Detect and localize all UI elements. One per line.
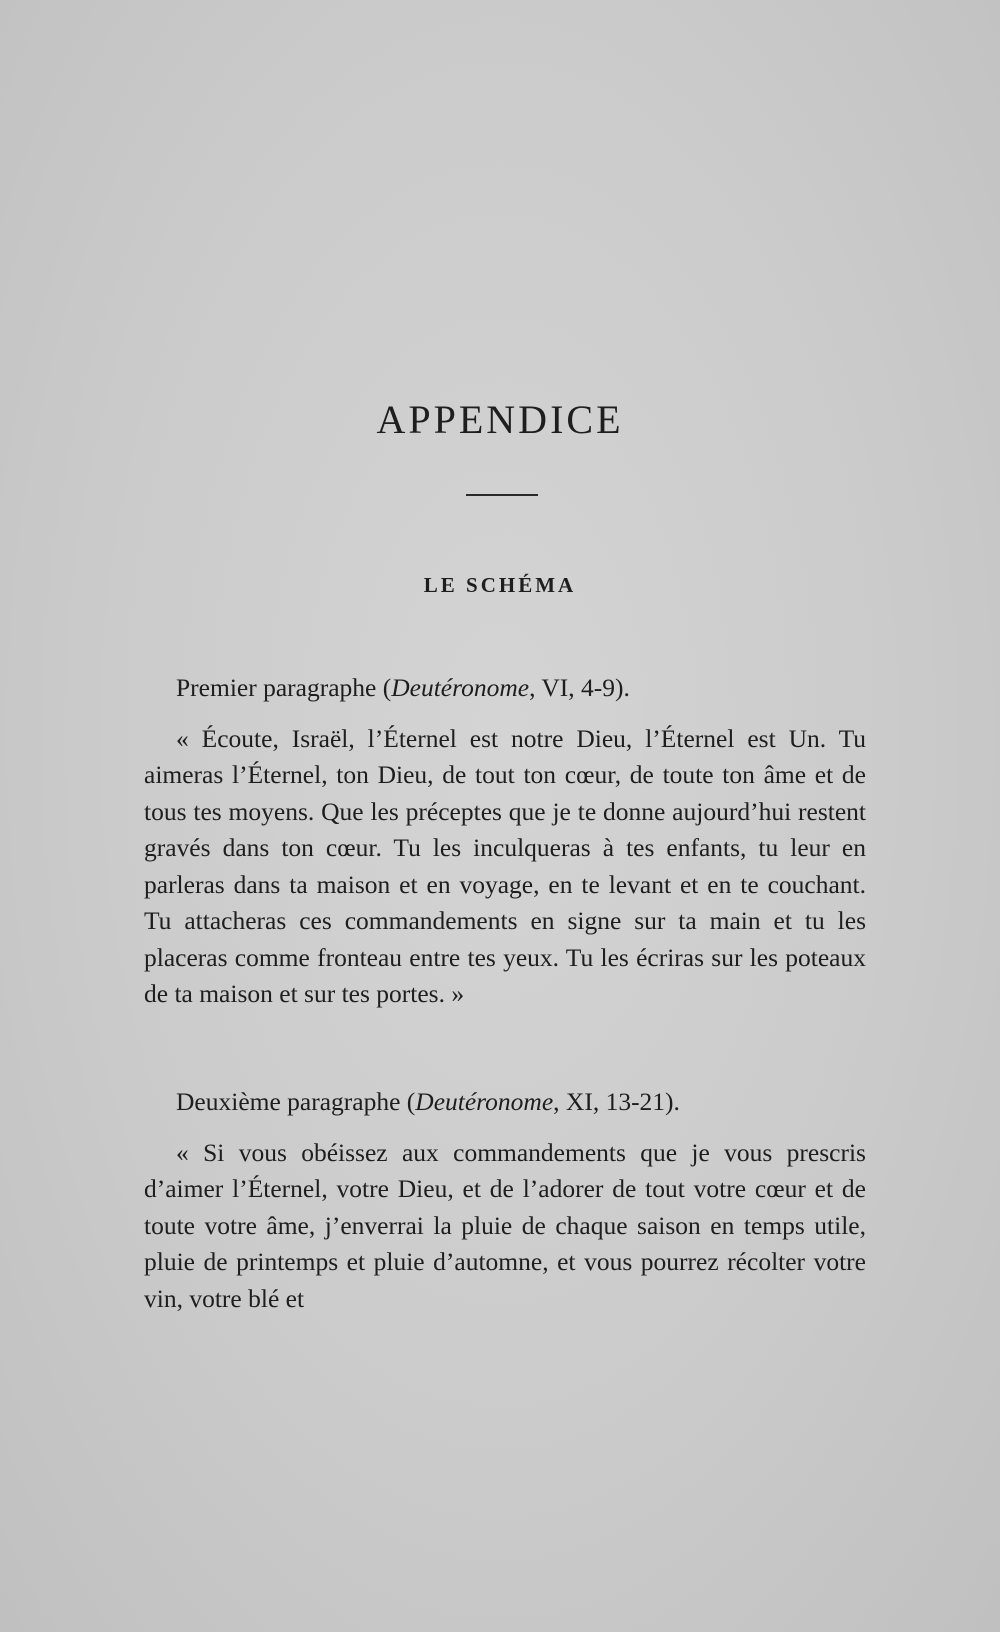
- paragraph-1-heading: [144, 670, 866, 707]
- paragraph-2-heading-suffix: , XI, 13-21).: [553, 1087, 680, 1116]
- paragraph-2: [144, 1084, 866, 1317]
- paragraph-1-heading-prefix: Premier paragraphe (: [176, 673, 392, 702]
- spacer: [144, 1121, 866, 1135]
- paragraph-2-heading: [144, 1084, 866, 1121]
- paragraph-1-heading-ref: Deutéronome: [391, 673, 530, 702]
- paragraph-1: [144, 670, 866, 1013]
- spacer: [144, 707, 866, 721]
- title-rule: [466, 494, 538, 496]
- paragraph-2-heading-ref: Deutéronome: [415, 1087, 554, 1116]
- section-heading: LE SCHÉMA: [423, 573, 577, 597]
- paragraph-1-body: « Écoute, Israël, l’Éternel est notre Dieu, l’Éternel est Un. Tu aimeras l’Éternel, ton Dieu, de tout ton cœur, de toute ton âme et de tous tes moyens. Que les préceptes que je te donne aujourd’hui restent gravés dans ton cœur. Tu les inculqueras à tes enfants, tu leur en parleras dans ta maison et en voyage, en te levant et en te couchant. Tu attacheras ces commandements en signe sur ta main et tu les placeras comme fronteau entre tes yeux. Tu les écriras sur les poteaux de ta maison et sur tes portes. »: [144, 723, 866, 1008]
- page-title: APPENDICE: [376, 397, 624, 442]
- paragraph-2-body: « Si vous obéissez aux commandements que je vous prescris d’aimer l’Éternel, votre Dieu, et de l’adorer de tout votre cœur et de toute votre âme, j’enverrai la pluie de chaque saison en temps utile, pluie de printemps et pluie d’automne, et vous pourrez récolter votre vin, votre blé et: [144, 1137, 866, 1313]
- paragraph-1-heading-suffix: , VI, 4-9).: [529, 673, 630, 702]
- paragraph-2-heading-prefix: Deuxième paragraphe (: [176, 1087, 416, 1116]
